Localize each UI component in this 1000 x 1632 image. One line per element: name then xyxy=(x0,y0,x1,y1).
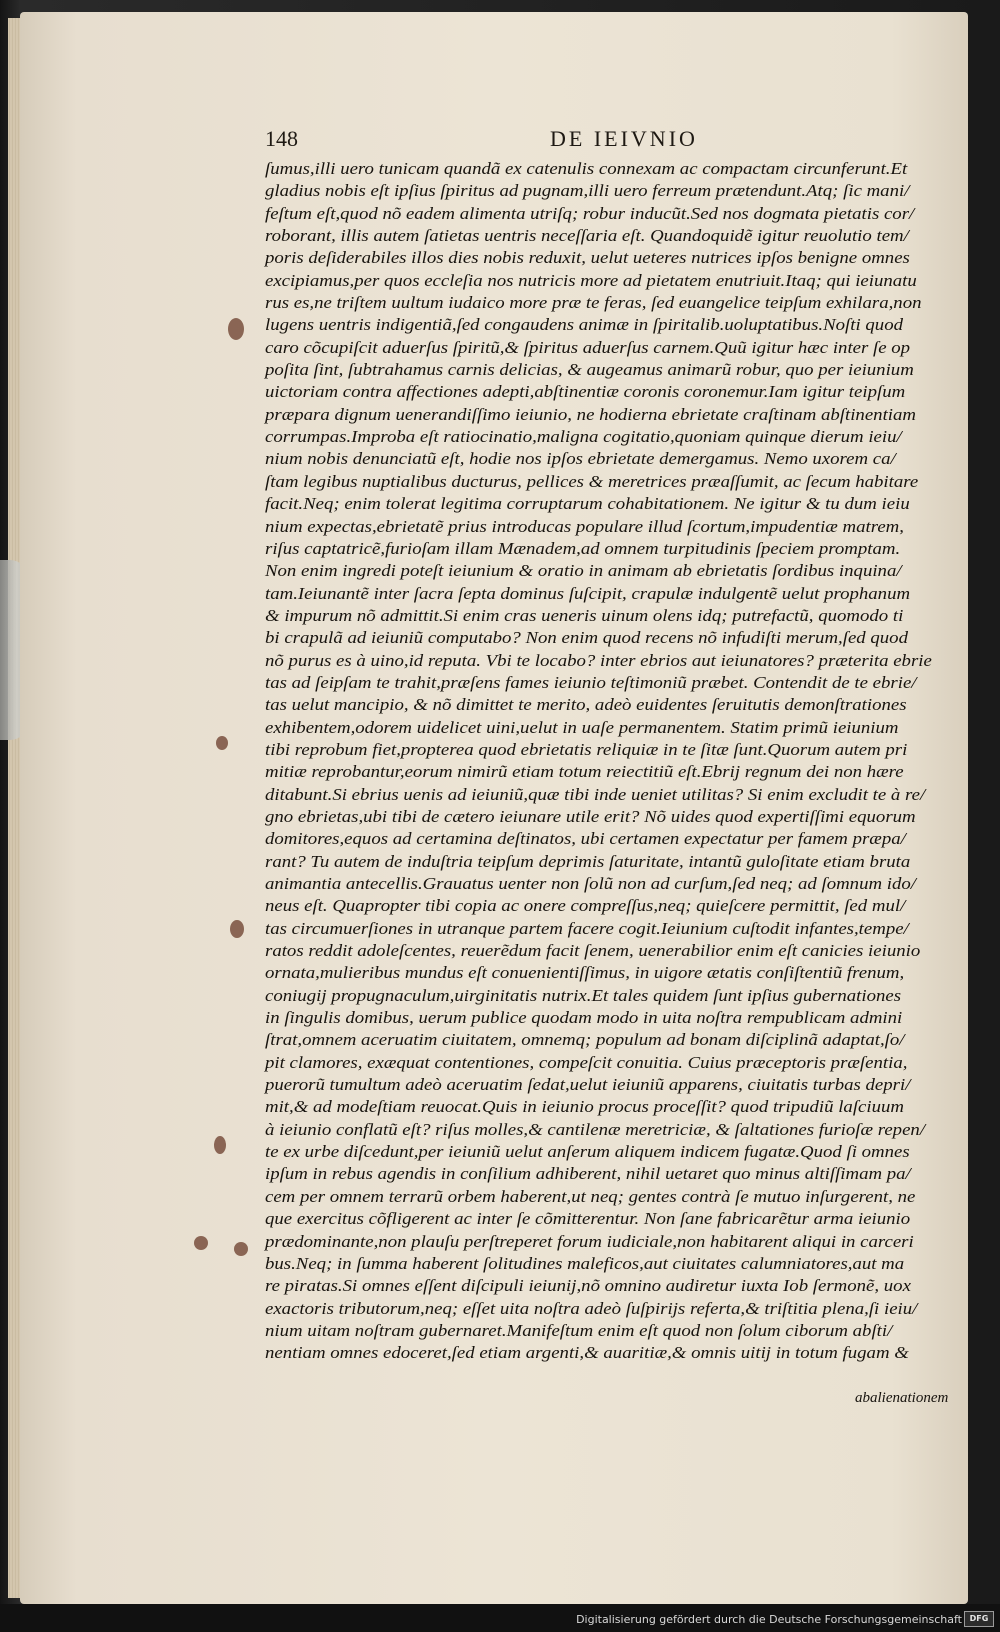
ink-blot xyxy=(230,920,244,938)
ink-blot xyxy=(216,736,228,750)
text-line: facit.Neq; enim tolerat legitima corruptarum cohabitationem. Ne igitur & tu dum ieiu xyxy=(265,494,910,514)
text-line: rus es,ne triſtem uultum iudaico more præ te feras, ſed euangelice teipſum exhilara,non xyxy=(265,293,922,313)
text-line: & impurum nõ admittit.Si enim cras ueneris uinum olens idq; putrefactũ, quomodo ti xyxy=(265,605,904,625)
ink-blot xyxy=(194,1236,208,1250)
page-number: 148 xyxy=(265,126,298,151)
text-line: pit clamores, exæquat contentiones, compeſcit conuitia. Cuius præceptoris præſentia, xyxy=(265,1052,908,1072)
text-line: domitores,equos ad certamina deſtinatos, ubi certamen expectatur per famem præpa/ xyxy=(265,829,906,849)
text-line: bus.Neq; in ſumma haberent ſolitudines maleficos,aut ciuitates calumniatores,aut ma xyxy=(265,1253,905,1273)
text-line: neus eſt. Quapropter tibi copia ac onere compreſſus,neq; quieſcere permittit, ſed mul/ xyxy=(265,896,906,916)
text-line: exactoris tributorum,neq; eſſet uita noſtra adeò ſuſpirijs referta,& triſtitia plena,ſi ieiu/ xyxy=(265,1298,918,1318)
text-line: in ſingulis domibus, uerum publice quodam modo in uita noſtra rempublicam admini xyxy=(265,1008,903,1028)
text-line: Non enim ingredi poteſt ieiunium & oratio in animam ab ebrietatis ſordibus inquina/ xyxy=(265,561,902,581)
text-line: roborant, illis autem ſatietas uentris neceſſaria eſt. Quandoquidẽ igitur reuolutio tem/ xyxy=(265,226,909,246)
text-line: tas circumuerſiones in utranque partem facere cogit.Ieiunium cuſtodit infantes,tempe/ xyxy=(265,918,909,938)
body-text xyxy=(265,158,945,1365)
page-header xyxy=(265,126,945,156)
text-line: lugens uentris indigentiã,ſed congaudens animæ in ſpiritalib.uoluptatibus.Noſti quod xyxy=(265,315,903,335)
text-line: prædominante,non plauſu perſtreperet forum iudiciale,non habitarent aliqui in carceri xyxy=(265,1231,914,1251)
text-line: rant? Tu autem de induſtria teipſum deprimis ſaturitate, intantũ guloſitate etiam bruta xyxy=(265,851,911,871)
text-line: ipſum in rebus agendis in conſilium adhiberent, nihil uetaret quo minus altiſſimam pa/ xyxy=(265,1164,911,1184)
digitization-credit: Digitalisierung gefördert durch die Deutsche Forschungsgemeinschaft xyxy=(576,1613,962,1626)
text-line: exhibentem,odorem uidelicet uini,uelut in uaſe permanentem. Statim primũ ieiunium xyxy=(265,717,899,737)
text-line: que exercitus cõfligerent ac inter ſe cõmitterentur. Non ſane fabricarẽtur arma ieiunio xyxy=(265,1209,911,1229)
text-line: ornata,mulieribus mundus eſt conuenientiſſimus, in uigore ætatis conſiſtentiũ frenum, xyxy=(265,963,905,983)
text-line: ſtrat,omnem aceruatim ciuitatem, omnemq; populum ad bonam diſciplinã adaptat,ſo/ xyxy=(265,1030,905,1050)
text-line: nium nobis denunciatũ eſt, hodie nos ipſos ebrietate demergamus. Nemo uxorem ca/ xyxy=(265,449,896,469)
text-line: tas ad ſeipſam te trahit,præſens fames ieiunio teſtimoniũ præbet. Contendit de te ebrie/ xyxy=(265,672,917,692)
text-line: poris deſiderabiles illos dies nobis reduxit, uelut ueteres nutrices ipſos benigne omnes xyxy=(265,248,910,268)
text-line: mitiæ reprobantur,eorum nimirũ etiam totum reiectitiũ eſt.Ebrij regnum dei non hære xyxy=(265,762,904,782)
text-line: feſtum eſt,quod nõ eadem alimenta utriſq; robur inducũt.Sed nos dogmata pietatis cor/ xyxy=(265,203,915,223)
dfg-logo: DFG xyxy=(964,1611,994,1627)
ink-blot xyxy=(234,1242,248,1256)
text-line: caro cõcupiſcit aduerſus ſpiritũ,& ſpiritus aduerſus carnem.Quũ igitur hæc inter ſe op xyxy=(265,337,911,357)
text-line: gladius nobis eſt ipſius ſpiritus ad pugnam,illi uero ferreum prætendunt.Atq; ſic mani/ xyxy=(265,181,910,201)
text-line: cem per omnem terrarũ orbem haberent,ut neq; gentes contrà ſe mutuo inſurgerent, ne xyxy=(265,1186,916,1206)
text-line: ſumus,illi uero tunicam quandã ex catenulis connexam ac compactam circunferunt.Et xyxy=(265,159,908,178)
text-line: puerorũ tumultum adeò aceruatim ſedat,uelut ieiuniũ apparens, ciuitatis turbas depri/ xyxy=(265,1075,911,1095)
ink-blot xyxy=(214,1136,226,1154)
text-line: ratos reddit adoleſcentes, reuerẽdum facit ſenem, uenerabilior enim eſt canicies ieiunio xyxy=(265,941,921,961)
text-line: tibi reprobum fiet,propterea quod ebrietatis reliquiæ in te ſitæ ſunt.Quorum autem pri xyxy=(265,739,908,759)
text-line: à ieiunio conflatũ eſt? riſus molles,& cantilenæ meretriciæ, & ſaltationes furioſæ repen/ xyxy=(265,1119,926,1139)
text-line: mit,& ad modeſtiam reuocat.Quis in ieiunio procus proceſſit? quod tripudiũ laſciuum xyxy=(265,1097,904,1117)
text-line: corrumpas.Improba eſt ratiocinatio,maligna cogitatio,quoniam quinque dierum ieiu/ xyxy=(265,427,902,447)
text-line: nentiam omnes edoceret,ſed etiam argenti,& auaritiæ,& omnis uitij in totum fugam & xyxy=(265,1343,909,1363)
text-line: nium uitam noſtram gubernaret.Manifeſtum enim eſt quod non ſolum ciborum abſti/ xyxy=(265,1320,893,1340)
text-line: ditabunt.Si ebrius uenis ad ieiuniũ,quæ tibi inde ueniet utilitas? Si enim excludit te à re/ xyxy=(265,784,926,804)
text-line: præpara dignum uenerandiſſimo ieiunio, ne hodierna ebrietate craſtinam abſtinentiam xyxy=(265,404,916,424)
text-line: re piratas.Si omnes eſſent diſcipuli ieiunij,nõ omnino audiretur iuxta Iob ſermonẽ, uox xyxy=(265,1276,911,1296)
text-line: nõ purus es à uino,id reputa. Vbi te locabo? inter ebrios aut ieiunatores? præterita ebrie xyxy=(265,650,932,670)
running-head: DE IEIVNIO xyxy=(550,126,698,151)
text-line: uictoriam contra affectiones adepti,abſtinentiæ coronis coronemur.Iam igitur teipſum xyxy=(265,382,906,402)
text-line: tas uelut mancipio, & nõ dimittet te merito, adeò euidentes ſeruitutis demonſtrationes xyxy=(265,695,907,715)
text-line: te ex urbe diſcedunt,per ieiuniũ uelut anſerum aliquem indicem fugatæ.Quod ſi omnes xyxy=(265,1142,910,1162)
text-line: excipiamus,per quos eccleſia nos nutricis more ad pietatem enutriuit.Itaq; qui ieiunatu xyxy=(265,270,917,290)
catchword: abalienationem xyxy=(855,1390,949,1406)
text-line: coniugij propugnaculum,uirginitatis nutrix.Et tales quidem ſunt ipſius gubernationes xyxy=(265,985,902,1005)
text-line: riſus captatricẽ,furioſam illam Mænadem,ad omnem turpitudinis ſpeciem promptam. xyxy=(265,538,901,558)
text-line: bi crapulã ad ieiuniũ computabo? Non enim quod recens nõ infudiſti merum,ſed quod xyxy=(265,628,908,648)
text-line: nium expectas,ebrietatẽ prius introducas populare illud ſcortum,impudentiæ matrem, xyxy=(265,516,904,536)
text-line: tam.Ieiunantẽ inter ſacra ſepta dominus ſuſcipit, crapulæ indulgentẽ uelut prophanum xyxy=(265,583,911,603)
text-line: poſita ſint, ſubtrahamus carnis delicias, & augeamus animarũ robur, quo per ieiunium xyxy=(265,360,914,380)
text-line: ſtam legibus nuptialibus ducturus, pellices & meretrices præaſſumit, ac ſecum habitare xyxy=(265,471,919,491)
ink-blot xyxy=(228,318,244,340)
text-line: animantia antecellis.Grauatus uenter non ſolũ non ad curſum,ſed neq; ad ſomnum ido/ xyxy=(265,874,916,893)
text-line: gno ebrietas,ubi tibi de cætero ieiunare utile erit? Nõ uides quod expertiſſimi equorum xyxy=(265,806,916,826)
